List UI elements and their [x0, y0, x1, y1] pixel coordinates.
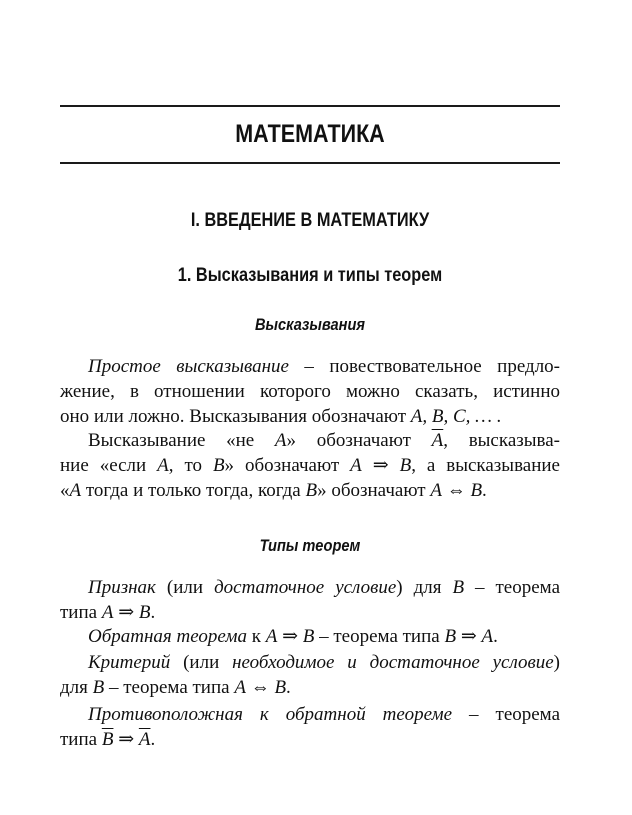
subsection-theorem-types: Типы теорем: [259, 536, 361, 555]
term: Простое высказывание: [88, 356, 289, 377]
text-line: оно или ложно. Высказывания обозначают A, B, C, … .: [60, 406, 502, 427]
paragraph-sufficient: [60, 575, 560, 625]
text-line: «A тогда и только тогда, когда B» обозначают A ⇔ B.: [60, 480, 487, 501]
equivalence-symbol: ⇔: [446, 480, 466, 501]
subsection-statements: Высказывания: [255, 315, 365, 334]
paragraph-converse: [60, 624, 560, 649]
text-line: Противоположная к обратной теореме – теорема: [88, 704, 561, 725]
text-line: Критерий (или необходимое и достаточное условие): [88, 652, 560, 673]
top-rule: [60, 105, 560, 107]
page: [60, 0, 560, 815]
negation-symbol: $\overline{A}$: [431, 430, 444, 451]
page-title: МАТЕМАТИКА: [235, 120, 385, 148]
negation-symbol: $\overline{A}$: [138, 729, 151, 750]
implies-symbol: ⇒: [372, 455, 389, 476]
paragraph-contrapositive: [60, 702, 560, 752]
text-line: типа $\overline{B}$ ⇒ $\overline{A}$.: [60, 729, 156, 750]
text-line: Простое высказывание – повествовательное предло-: [88, 356, 560, 377]
section-heading: 1. Высказывания и типы теорем: [177, 265, 443, 286]
title-rule: [60, 162, 560, 164]
text-line: Высказывание «не A» обозначают $\overline{A}$, высказыва-: [88, 430, 560, 451]
negation-symbol: $\overline{B}$: [101, 729, 114, 750]
text-line: Признак (или достаточное условие) для B – теорема: [88, 577, 560, 598]
text-line: Обратная теорема к A ⇒ B – теорема типа B ⇒ A.: [88, 626, 498, 647]
text-line: жение, в отношении которого можно сказать, истинно: [60, 381, 560, 402]
text-line: для B – теорема типа A ⇔ B.: [60, 677, 291, 698]
paragraph-simple-statement: [60, 354, 560, 429]
text-line: ние «если A, то B» обозначают A ⇒ B, а высказывание: [60, 455, 560, 476]
paragraph-criterion: [60, 650, 560, 700]
text-line: типа A ⇒ B.: [60, 602, 156, 623]
chapter-heading: I. ВВЕДЕНИЕ В МАТЕМАТИКУ: [190, 210, 430, 231]
paragraph-notation: [60, 428, 560, 503]
